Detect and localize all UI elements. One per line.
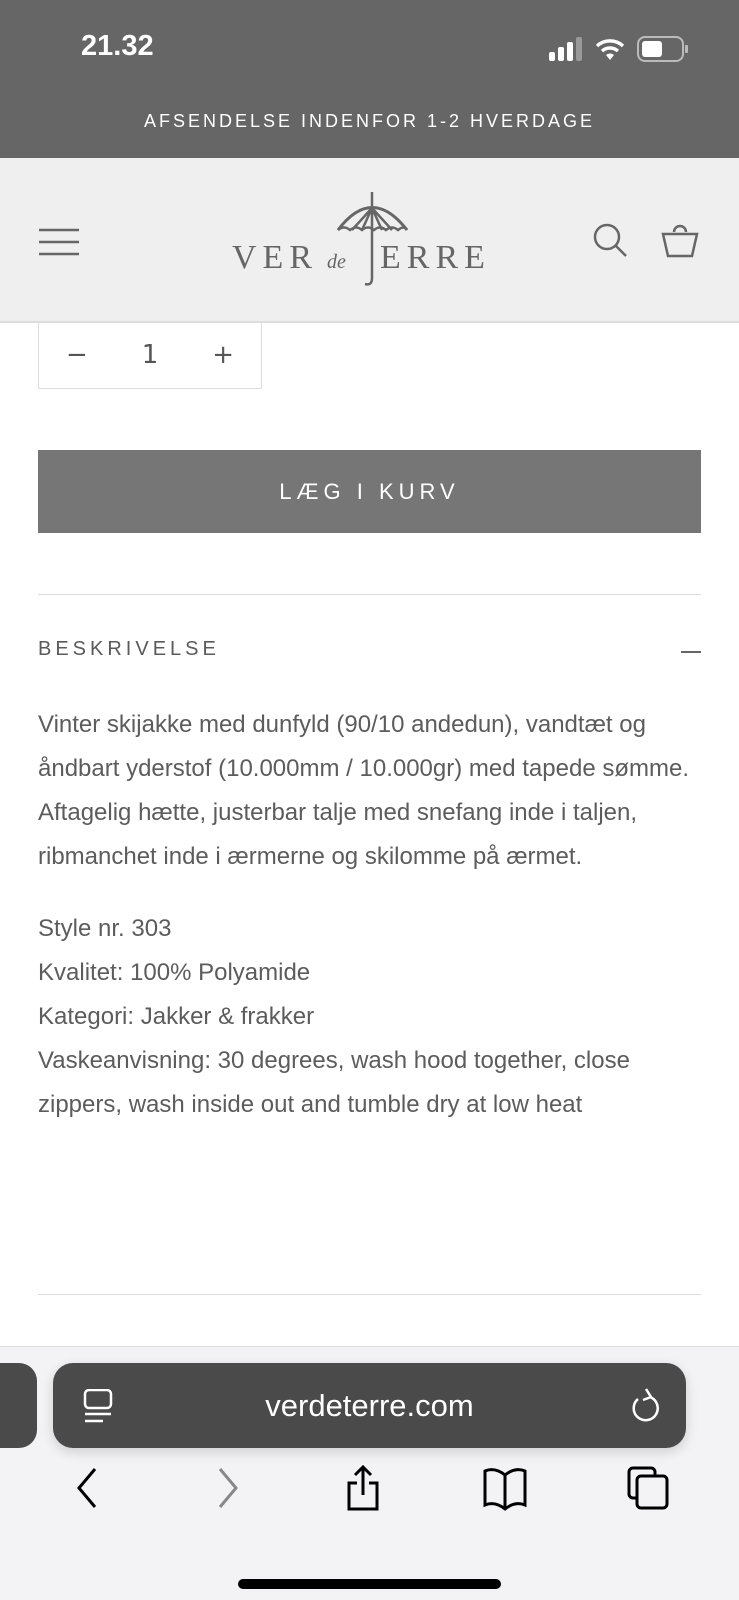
reload-icon[interactable]	[630, 1387, 660, 1423]
address-bar[interactable]	[53, 1363, 686, 1448]
divider	[38, 594, 701, 595]
share-icon[interactable]	[343, 1465, 383, 1511]
menu-icon[interactable]	[39, 228, 79, 256]
bookmarks-icon[interactable]	[481, 1465, 529, 1511]
wifi-icon	[595, 37, 625, 61]
svg-text:ERRE: ERRE	[380, 239, 491, 276]
wash-instructions: Vaskeanvisning: 30 degrees, wash hood together, close zippers, wash inside out and tumble dry at low heat	[38, 1047, 630, 1118]
announcement-bar: AFSENDELSE INDENFOR 1-2 HVERDAGE	[0, 88, 739, 158]
back-icon[interactable]	[69, 1465, 109, 1511]
site-header	[0, 158, 739, 323]
search-icon[interactable]	[593, 223, 629, 259]
reader-icon[interactable]	[83, 1389, 113, 1423]
quantity-stepper	[38, 322, 262, 389]
description	[38, 703, 698, 1127]
style-number: Style nr. 303	[38, 915, 172, 942]
url-text[interactable]: verdeterre.com	[265, 1388, 474, 1423]
browser-toolbar	[0, 1346, 739, 1600]
svg-text:VER: VER	[232, 239, 318, 276]
quantity-value[interactable]: 1	[141, 340, 159, 370]
section-title[interactable]: BESKRIVELSE	[38, 638, 220, 660]
logo[interactable]	[232, 190, 507, 290]
forward-icon[interactable]	[206, 1465, 246, 1511]
category: Kategori: Jakker & frakker	[38, 1003, 315, 1030]
clock: 21.32	[81, 30, 154, 62]
home-indicator	[238, 1579, 501, 1589]
cart-icon[interactable]	[660, 220, 700, 258]
previous-tab[interactable]	[0, 1363, 37, 1448]
decrease-button[interactable]: −	[65, 340, 88, 370]
increase-button[interactable]: +	[212, 340, 235, 370]
battery-icon	[637, 36, 689, 62]
add-to-cart-button[interactable]: LÆG I KURV	[38, 450, 701, 533]
signal-icon	[549, 37, 583, 61]
collapse-icon[interactable]	[681, 651, 701, 653]
description-text: Vinter skijakke med dunfyld (90/10 andedun), vandtæt og åndbart yderstof (10.000mm / 10.000gr) med tapede sømme.	[38, 711, 689, 782]
quality: Kvalitet: 100% Polyamide	[38, 959, 311, 986]
svg-text:de: de	[327, 251, 346, 273]
status-bar	[0, 0, 739, 88]
divider	[38, 1294, 701, 1295]
tabs-icon[interactable]	[626, 1465, 670, 1511]
description-text-2: Aftagelig hætte, justerbar talje med snefang inde i taljen, ribmanchet inde i ærmerne og skilomme på ærmet.	[38, 799, 638, 870]
